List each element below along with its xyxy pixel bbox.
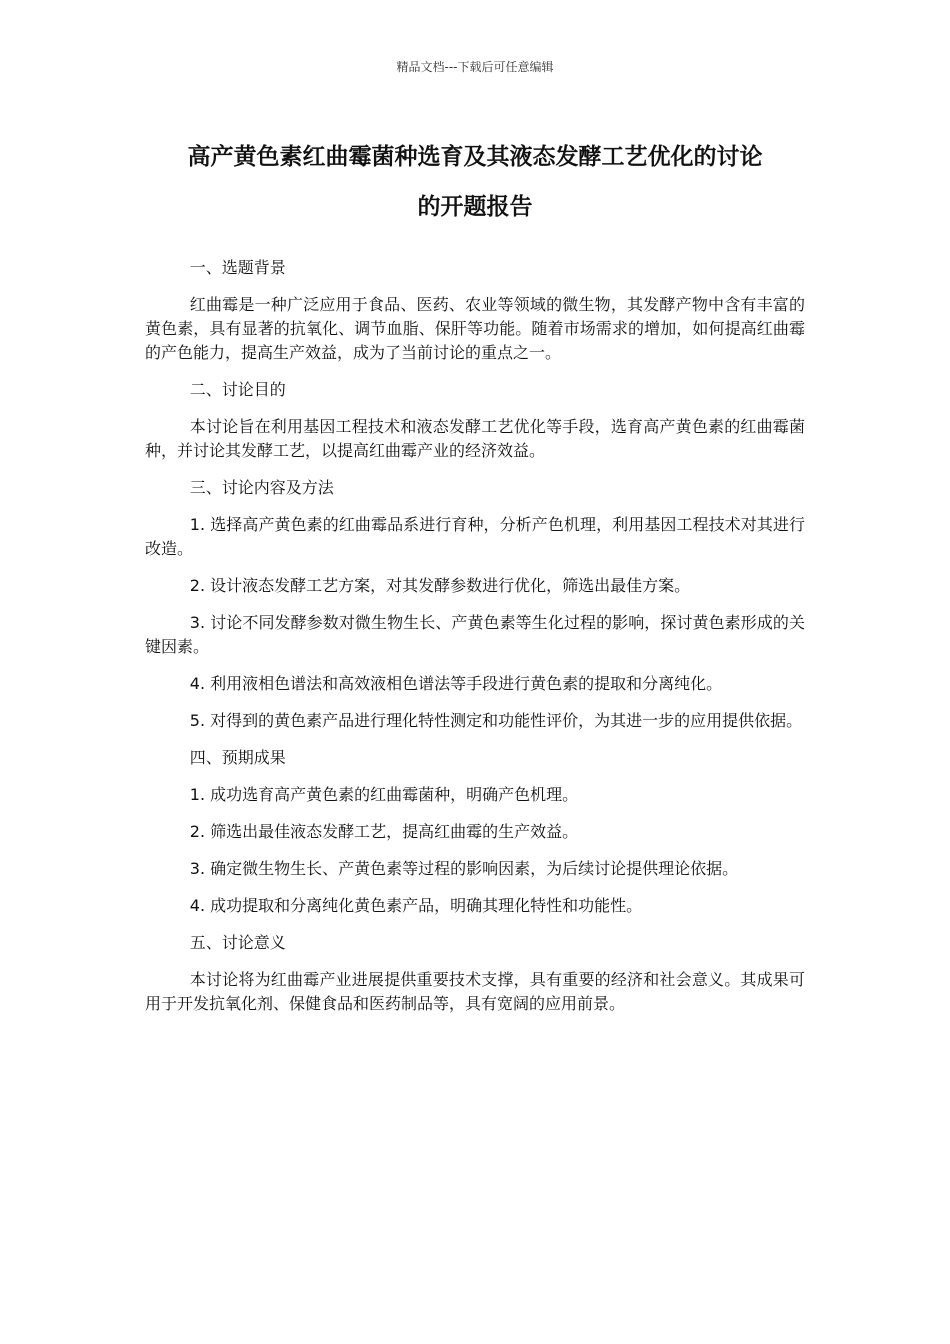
paragraph-purpose: 本讨论旨在利用基因工程技术和液态发酵工艺优化等手段，选育高产黄色素的红曲霉菌种，并讨论其发酵工艺，以提高红曲霉产业的经济效益。 (145, 417, 805, 460)
section-heading-purpose: 二、讨论目的 (189, 380, 286, 399)
page-header: 精品文档---下载后可任意编辑 (396, 60, 554, 74)
document-title (140, 132, 810, 232)
list-item-method-4: 4. 利用液相色谱法和高效液相色谱法等手段进行黄色素的提取和分离纯化。 (189, 674, 723, 693)
list-item-result-4: 4. 成功提取和分离纯化黄色素产品，明确其理化特性和功能性。 (189, 896, 643, 915)
paragraph-significance: 本讨论将为红曲霉产业进展提供重要技术支撑，具有重要的经济和社会意义。其成果可用于开发抗氧化剂、保健食品和医药制品等，具有宽阔的应用前景。 (145, 970, 805, 1013)
list-item-result-3: 3. 确定微生物生长、产黄色素等过程的影响因素，为后续讨论提供理论依据。 (189, 859, 739, 878)
list-item-result-2: 2. 筛选出最佳液态发酵工艺，提高红曲霉的生产效益。 (189, 822, 579, 841)
list-item-method-3: 3. 讨论不同发酵参数对微生物生长、产黄色素等生化过程的影响，探讨黄色素形成的关键因素。 (145, 613, 805, 656)
document-body (145, 256, 805, 1029)
list-item-method-2: 2. 设计液态发酵工艺方案，对其发酵参数进行优化，筛选出最佳方案。 (189, 576, 691, 595)
section-heading-results: 四、预期成果 (189, 748, 286, 767)
list-item-method-5: 5. 对得到的黄色素产品进行理化特性测定和功能性评价，为其进一步的应用提供依据。 (189, 711, 803, 730)
section-heading-background: 一、选题背景 (189, 258, 286, 277)
section-heading-significance: 五、讨论意义 (189, 933, 286, 952)
section-heading-methods: 三、讨论内容及方法 (189, 478, 334, 497)
title-line-2: 的开题报告 (417, 194, 533, 220)
title-line-1: 高产黄色素红曲霉菌种选育及其液态发酵工艺优化的讨论 (187, 144, 763, 170)
list-item-method-1: 1. 选择高产黄色素的红曲霉品系进行育种，分析产色机理，利用基因工程技术对其进行改造。 (145, 515, 805, 558)
list-item-result-1: 1. 成功选育高产黄色素的红曲霉菌种，明确产色机理。 (189, 785, 579, 804)
paragraph-background: 红曲霉是一种广泛应用于食品、医药、农业等领域的微生物，其发酵产物中含有丰富的黄色素，具有显著的抗氧化、调节血脂、保肝等功能。随着市场需求的增加，如何提高红曲霉的产色能力，提高生产效益，成为了当前讨论的重点之一。 (145, 295, 805, 362)
